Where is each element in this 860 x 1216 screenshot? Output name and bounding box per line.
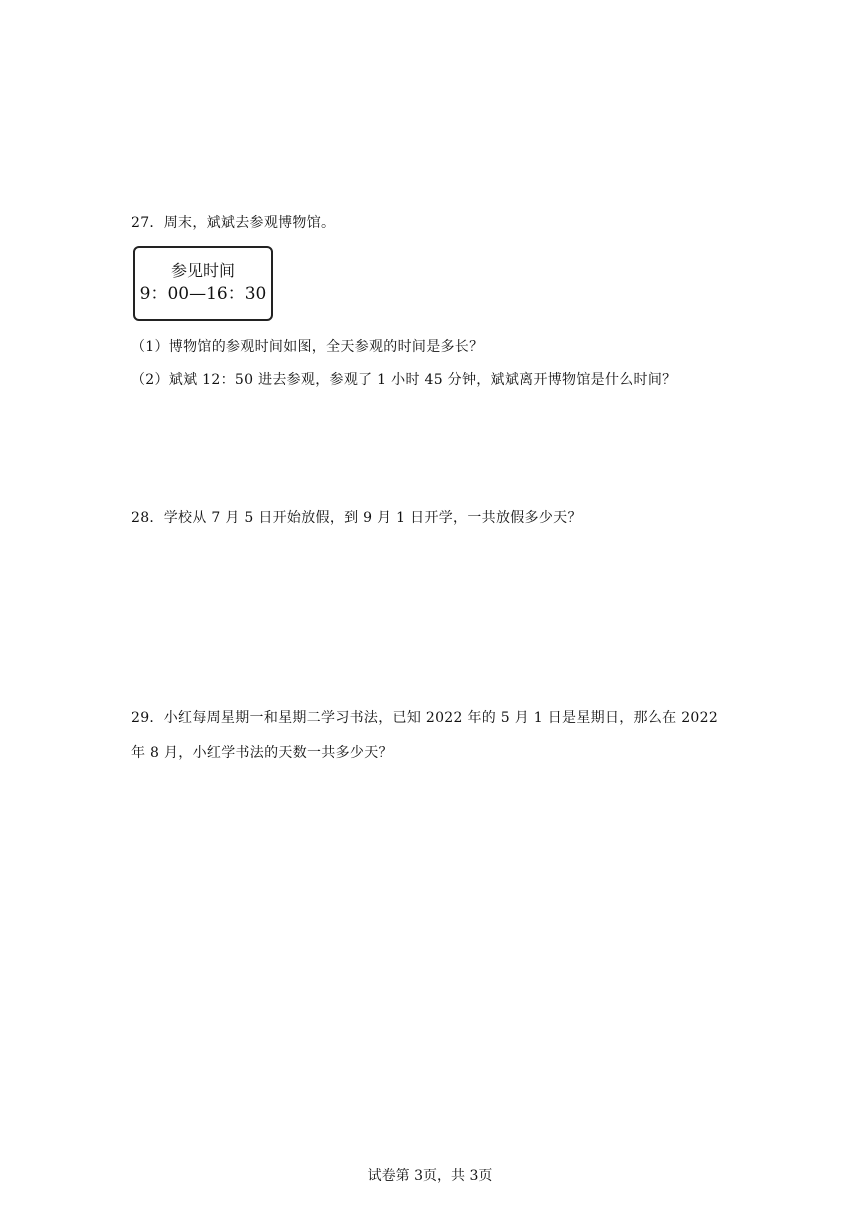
question-27-title: 27．周末，斌斌去参观博物馆。 (131, 215, 336, 231)
visiting-hours-title: 参见时间 (170, 261, 235, 280)
question-27-sub2: （2）斌斌 12：50 进去参观，参观了 1 小时 45 分钟，斌斌离开博物馆是什么时间？ (131, 372, 677, 388)
question-29-line1: 29．小红每周星期一和星期二学习书法，已知 2022 年的 5 月 1 日是星期日，那么在 2022 (131, 710, 719, 726)
question-28-title: 28．学校从 7 月 5 日开始放假，到 9 月 1 日开学，一共放假多少天？ (131, 510, 582, 526)
question-27-sub1: （1）博物馆的参观时间如图，全天参观的时间是多长？ (131, 339, 484, 355)
page-footer: 试卷第 3页，共 3页 (367, 1168, 493, 1184)
visiting-hours-time: 9：00—16：30 (139, 284, 267, 304)
question-29-line2: 年 8 月，小红学书法的天数一共多少天？ (131, 745, 393, 761)
visiting-hours-box (133, 246, 273, 321)
